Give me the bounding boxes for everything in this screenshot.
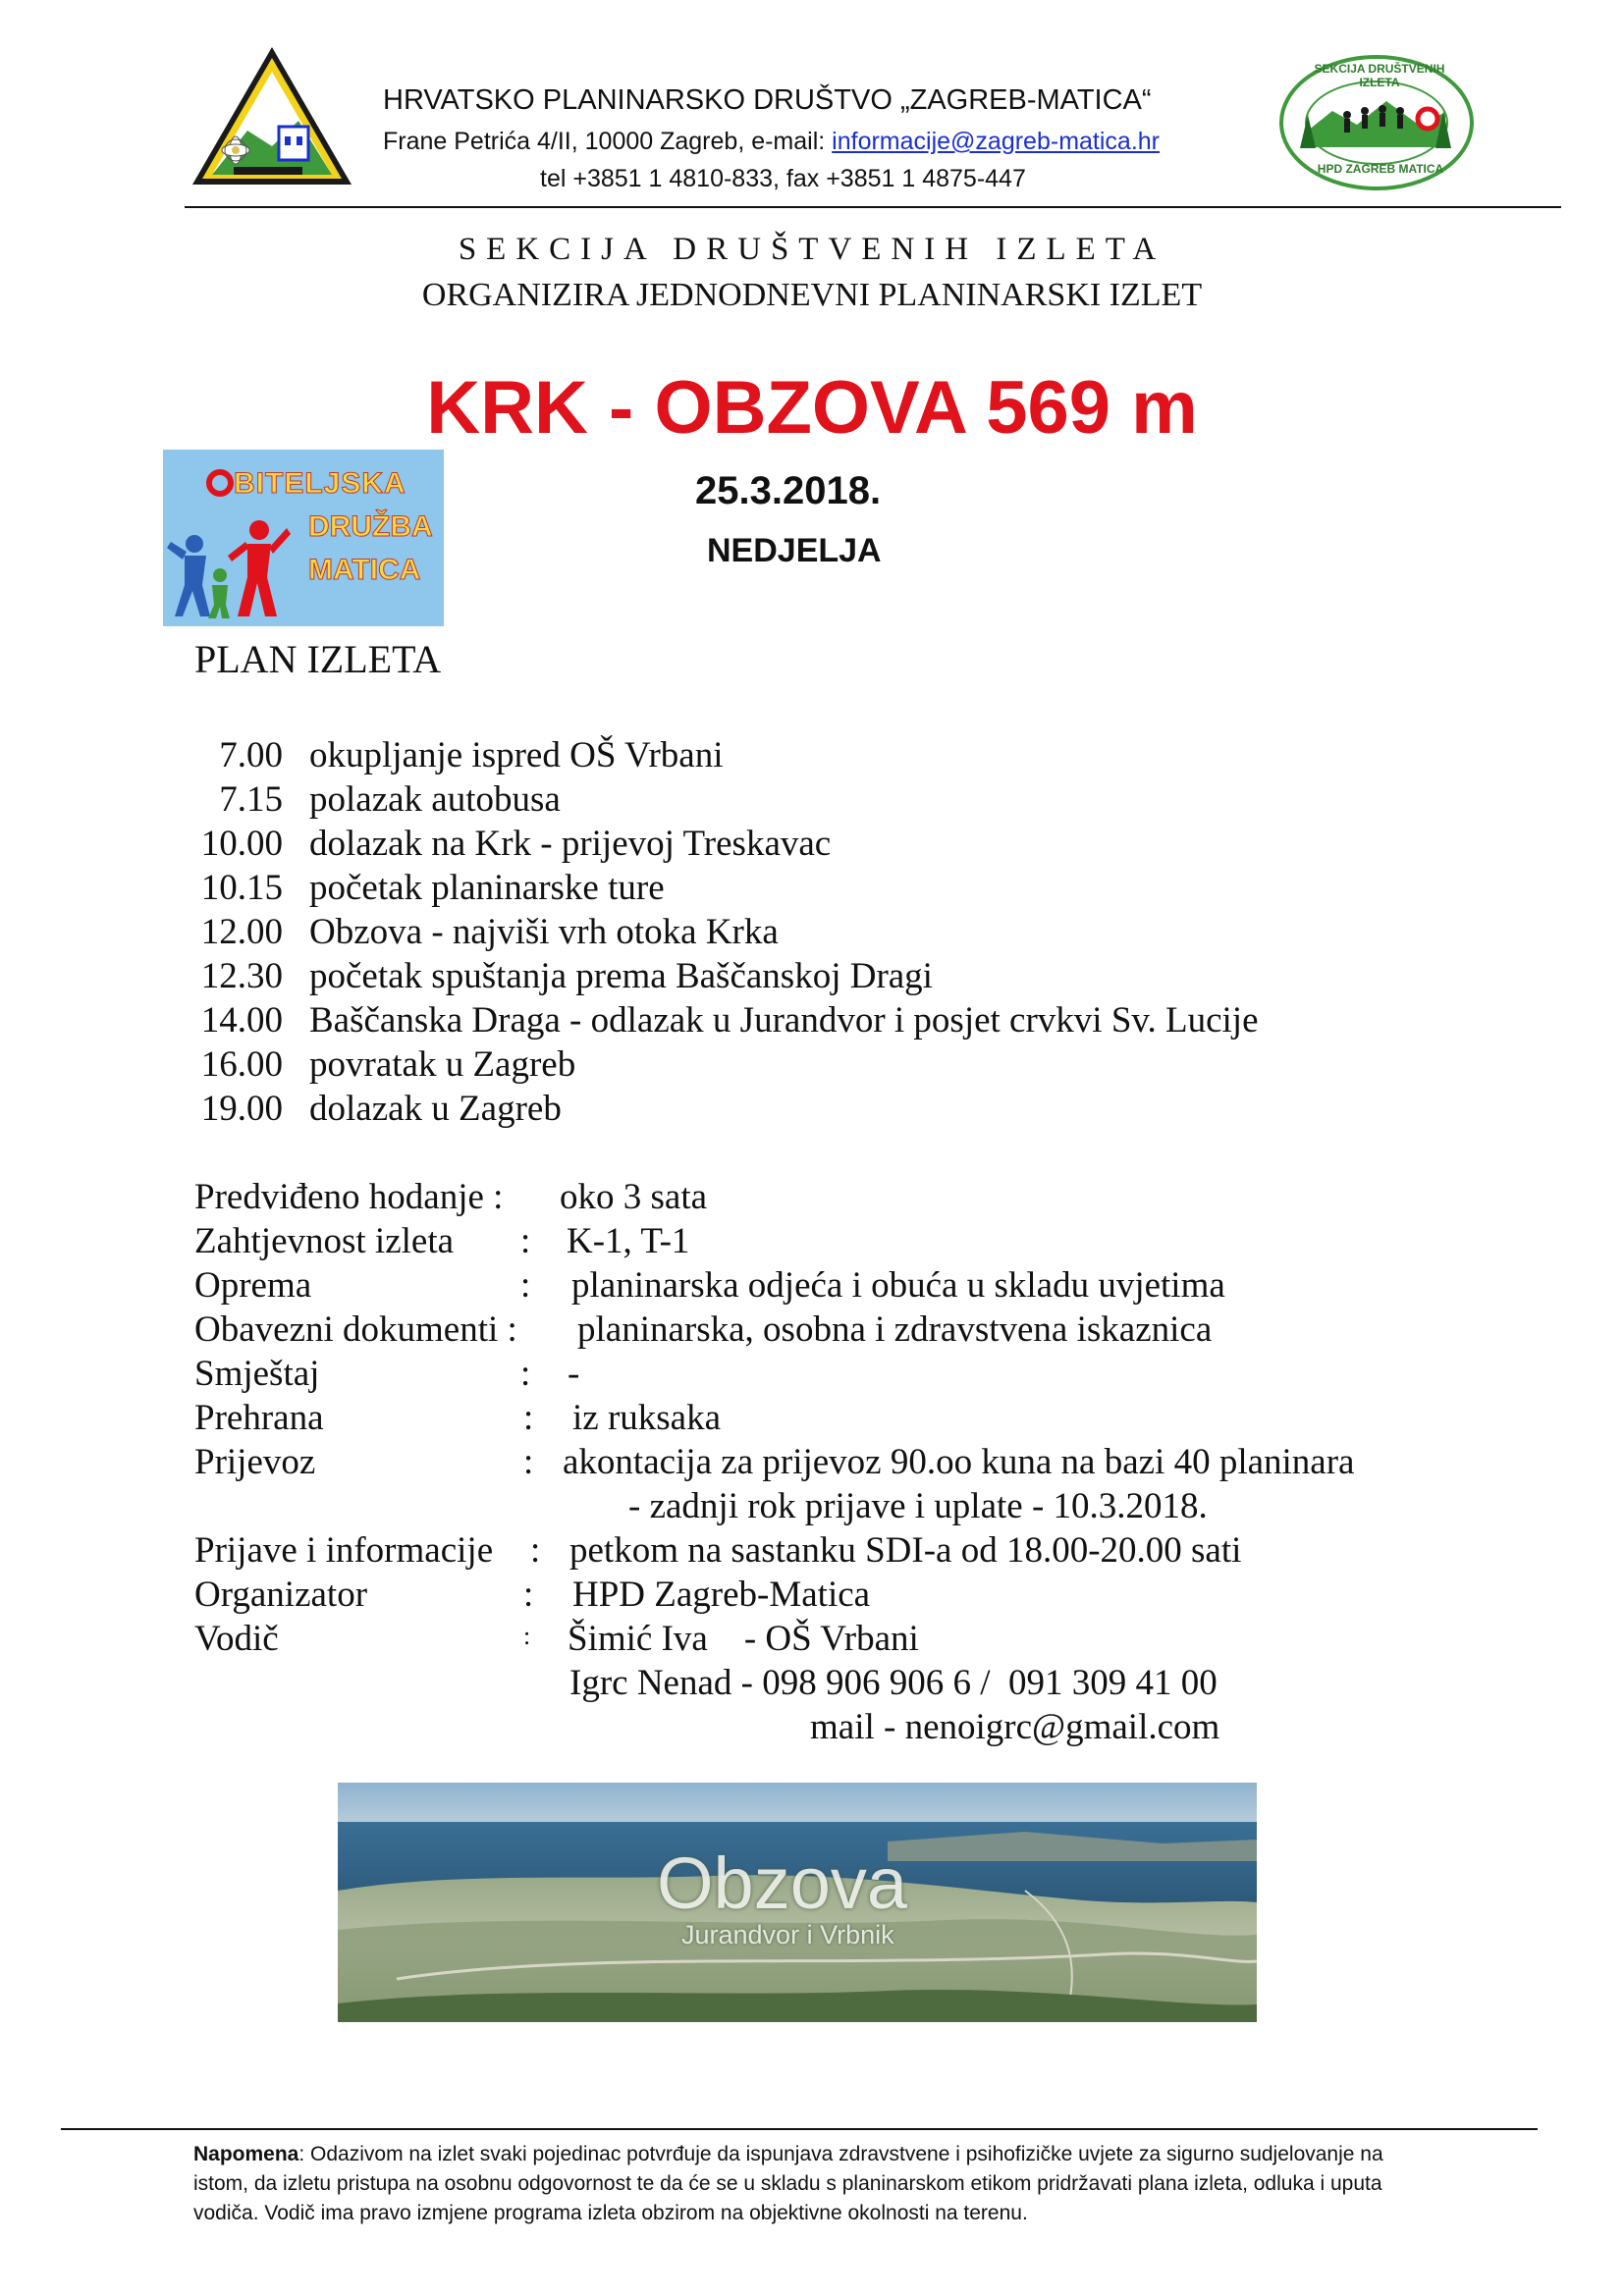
footer-note-text: : Odazivom na izlet svaki pojedinac potvrđuje da ispunjava zdravstvene i psihofizičke uvjete za sigurno sudjelovanje na istom, da izletu pristupa na osobnu odgovornost te da će se u skladu s planinarskom etikom pridržavati plana izleta, odluka i uputa vodiča. Vodič ima pravo izmjene programa izleta obzirom na objektivne okolnosti na terenu.: [193, 2143, 1383, 2224]
schedule-time: 14.00: [200, 1000, 283, 1041]
info-colon: :: [523, 1442, 534, 1482]
info-label-dokumenti: Obavezni dokumenti :: [194, 1309, 517, 1350]
family-logo-line2: DRUŽBA: [308, 510, 433, 543]
photo-subtitle: Jurandvor i Vrbnik: [681, 1920, 894, 1949]
schedule-text: početak planinarske ture: [309, 868, 665, 908]
info-label-prijave: Prijave i informacije: [194, 1530, 494, 1571]
info-colon: :: [520, 1265, 531, 1306]
event-date: 25.3.2018.: [695, 469, 882, 512]
schedule-time: 12.30: [200, 956, 283, 996]
info-value-vodic-1: Šimić Iva - OŠ Vrbani: [568, 1619, 919, 1659]
info-value-vodic-2: Igrc Nenad - 098 906 906 6 / 091 309 41 00: [569, 1663, 1218, 1703]
info-label-organizator: Organizator: [194, 1575, 368, 1615]
info-value-zahtjevnost: K-1, T-1: [567, 1221, 690, 1261]
schedule-text: polazak autobusa: [309, 779, 561, 820]
section-subtitle: ORGANIZIRA JEDNODNEVNI PLANINARSKI IZLET: [421, 277, 1203, 313]
info-value-organizator: HPD Zagreb-Matica: [572, 1575, 871, 1615]
address-text: Frane Petrića 4/II, 10000 Zagreb, e-mail:: [383, 128, 833, 155]
footer-divider: [61, 2128, 1538, 2130]
plan-heading: PLAN IZLETA: [194, 637, 442, 681]
info-label-zahtjevnost: Zahtjevnost izleta: [194, 1221, 455, 1261]
info-label-oprema: Oprema: [194, 1265, 312, 1306]
footer-note-label: Napomena: [193, 2143, 299, 2165]
info-label-smjestaj: Smještaj: [194, 1354, 320, 1394]
info-value-vodic-3: mail - nenoigrc@gmail.com: [810, 1707, 1220, 1747]
info-value-dokumenti: planinarska, osobna i zdravstvena iskaznica: [577, 1309, 1213, 1350]
section-title: SEKCIJA DRUŠTVENIH IZLETA: [458, 232, 1166, 267]
info-colon: :: [520, 1221, 531, 1261]
info-value-hodanje: oko 3 sata: [560, 1177, 708, 1217]
schedule-text: povratak u Zagreb: [309, 1044, 576, 1085]
event-title: KRK - OBZOVA 569 m: [426, 366, 1198, 450]
info-colon: :: [523, 1398, 534, 1438]
info-colon: :: [523, 1575, 534, 1615]
schedule-text: dolazak na Krk - prijevoj Treskavac: [309, 824, 832, 864]
round-logo-top-text: SEKCIJA DRUŠTVENIH IZLETA: [1314, 62, 1445, 89]
info-colon: :: [530, 1530, 541, 1571]
schedule-time: 7.00: [219, 735, 283, 775]
family-druzba-logo: [163, 450, 444, 626]
family-logo-line1: BITELJSKA: [234, 467, 406, 500]
family-logo-line3: MATICA: [308, 554, 421, 586]
obzova-photo: [338, 1783, 1257, 2022]
info-label-vodic: Vodič: [194, 1619, 279, 1659]
info-value-oprema: planinarska odjeća i obuća u skladu uvjetima: [571, 1265, 1225, 1306]
organization-phone: tel +3851 1 4810-833, fax +3851 1 4875-447: [540, 165, 1026, 192]
schedule-time: 12.00: [200, 912, 283, 952]
info-colon: :: [520, 1354, 531, 1394]
schedule-time: 16.00: [200, 1044, 283, 1085]
info-value-prijave: petkom na sastanku SDI-a od 18.00-20.00 sati: [569, 1530, 1242, 1571]
schedule-time: 7.15: [219, 779, 283, 820]
photo-title: Obzova: [657, 1842, 908, 1924]
organization-address: [383, 128, 1160, 156]
schedule-text: početak spuštanja prema Baščanskoj Dragi: [309, 956, 933, 996]
info-value-prehrana: iz ruksaka: [572, 1398, 722, 1438]
schedule-text: dolazak u Zagreb: [309, 1089, 562, 1129]
info-value-prijevoz-deadline: - zadnji rok prijave i uplate - 10.3.2018.: [628, 1486, 1208, 1526]
hpd-triangle-logo: [189, 44, 355, 187]
info-label-prijevoz: Prijevoz: [194, 1442, 316, 1482]
info-value-prijevoz: akontacija za prijevoz 90.oo kuna na bazi 40 planinara: [563, 1442, 1355, 1482]
info-value-smjestaj: -: [568, 1354, 580, 1394]
schedule-time: 10.00: [200, 824, 283, 864]
event-day: NEDJELJA: [707, 532, 882, 569]
organization-name: HRVATSKO PLANINARSKO DRUŠTVO „ZAGREB-MATICA“: [383, 84, 1152, 116]
info-label-hodanje: Predviđeno hodanje :: [194, 1177, 504, 1217]
schedule-text: okupljanje ispred OŠ Vrbani: [309, 735, 724, 775]
header-divider: [185, 206, 1561, 208]
schedule-time: 10.15: [200, 868, 283, 908]
info-colon: :: [523, 1622, 531, 1650]
round-logo-bottom-text: HPD ZAGREB MATICA: [1317, 162, 1444, 176]
schedule-text: Baščanska Draga - odlazak u Jurandvor i posjet crvkvi Sv. Lucije: [309, 1000, 1259, 1041]
sdi-round-logo: [1278, 54, 1475, 191]
info-label-prehrana: Prehrana: [194, 1398, 324, 1438]
footer-note: [193, 2140, 1411, 2228]
schedule-time: 19.00: [200, 1089, 283, 1129]
schedule-text: Obzova - najviši vrh otoka Krka: [309, 912, 779, 952]
email-link[interactable]: informacije@zagreb-matica.hr: [832, 128, 1160, 155]
